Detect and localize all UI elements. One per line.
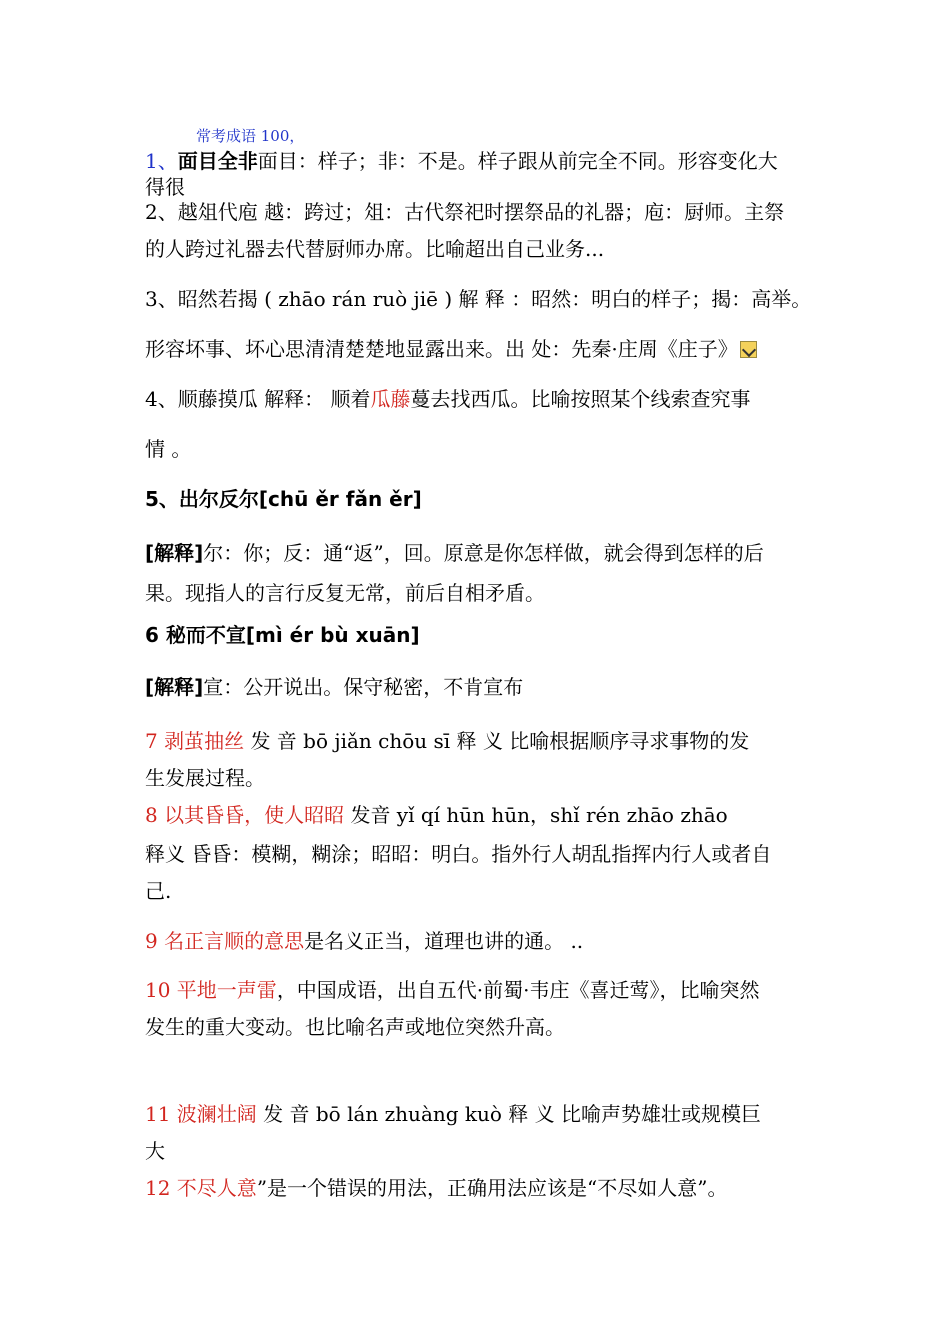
entry-7-text: 发 音 bō jiǎn chōu sī 释 义 比喻根据顺序寻求事物的发: [244, 729, 750, 753]
entry-7-line-2: 生发展过程。: [145, 766, 265, 790]
entry-6-text: 宣：公开说出。保守秘密，不肯宣布: [203, 675, 524, 699]
entry-7-line-1: [145, 728, 749, 754]
entry-6-heading: 6 秘而不宣[mì ér bù xuān]: [145, 623, 420, 647]
entry-5-line-1: [145, 540, 764, 566]
entry-4-text-end: 蔓去找西瓜。比喻按照某个线索查究事: [410, 387, 751, 411]
entry-1-line-2: 得很: [145, 175, 185, 199]
entry-2-line-2: 的人跨过礼器去代替厨师办席。比喻超出自己业务...: [145, 237, 605, 261]
entry-8-line-2: 释义 昏昏：模糊，糊涂；昭昭：明白。指外行人胡乱指挥内行人或者自: [145, 842, 772, 866]
entry-1-number: 1、: [145, 149, 178, 173]
entry-5-label: [解释]: [145, 541, 204, 565]
entry-8-comma: ，: [244, 803, 265, 827]
entry-2-line-1: 2、越俎代庖 越：跨过；俎：古代祭祀时摆祭品的礼器；庖：厨师。主祭: [145, 200, 785, 224]
entry-10-text: ，中国成语，出自五代·前蜀·韦庄《喜迁莺》，比喻突然: [276, 978, 760, 1002]
entry-9-line-1: [145, 928, 583, 954]
entry-6-line-1: [145, 674, 523, 700]
entry-12-line-1: [145, 1175, 728, 1201]
entry-1-text: 面目：样子；非：不是。样子跟从前完全不同。形容变化大: [257, 149, 778, 173]
entry-11-idiom: 11 波澜壮阔: [145, 1102, 257, 1126]
entry-1-line-1: [145, 148, 778, 174]
entry-10-line-2: 发生的重大变动。也比喻名声或地位突然升高。: [145, 1015, 565, 1039]
entry-6-label: [解释]: [145, 675, 204, 699]
entry-10-idiom: 10 平地一声雷: [145, 978, 277, 1002]
entry-3-line-2: [145, 336, 757, 362]
entry-1-idiom: 面目全非: [177, 149, 258, 173]
smart-tag-icon[interactable]: [740, 341, 757, 358]
entry-11-text: 发 音 bō lán zhuàng kuò 释 义 比喻声势雄壮或规模巨: [256, 1102, 762, 1126]
entry-9-idiom: 9 名正言顺的意思: [145, 929, 305, 953]
entry-3-text: 形容坏事、坏心思清清楚楚地显露出来。出 处：先秦·庄周《庄子》: [145, 337, 738, 361]
entry-8-line-3: 己.: [145, 879, 172, 903]
entry-4-line-2: 情 。: [145, 437, 192, 461]
entry-5-text: 尔：你；反：通“返”，回。原意是你怎样做，就会得到怎样的后: [203, 541, 764, 565]
entry-8-text: 发音 yǐ qí hūn hūn，shǐ rén zhāo zhāo: [344, 803, 728, 827]
entry-8-line-1: [145, 802, 728, 828]
entry-5-heading: 5、出尔反尔[chū ěr fǎn ěr]: [145, 487, 422, 511]
entry-12-idiom: 12 不尽人意: [145, 1176, 257, 1200]
entry-4-line-1: [145, 386, 750, 412]
entry-8-idiom-part-1: 8 以其昏昏: [145, 803, 245, 827]
entry-10-line-1: [145, 977, 760, 1003]
entry-11-line-1: [145, 1101, 761, 1127]
entry-5-line-2: 果。现指人的言行反复无常，前后自相矛盾。: [145, 581, 545, 605]
entry-9-text: 是名义正当，道理也讲的通。 ..: [304, 929, 584, 953]
entry-12-text: ”是一个错误的用法，正确用法应该是“不尽如人意”。: [256, 1176, 728, 1200]
entry-3-line-1: 3、昭然若揭 ( zhāo rán ruò jiē ) 解 释 ：昭然：明白的样子；揭：高举。: [145, 287, 812, 311]
entry-8-idiom-part-2: 使人昭昭: [264, 803, 345, 827]
entry-4-text-start: 4、顺藤摸瓜 解释： 顺着: [145, 387, 371, 411]
entry-4-link-guateng[interactable]: 瓜藤: [370, 387, 411, 411]
entry-11-line-2: 大: [145, 1139, 165, 1163]
document-title: 常考成语 100，: [196, 127, 305, 145]
entry-7-idiom: 7 剥茧抽丝: [145, 729, 245, 753]
